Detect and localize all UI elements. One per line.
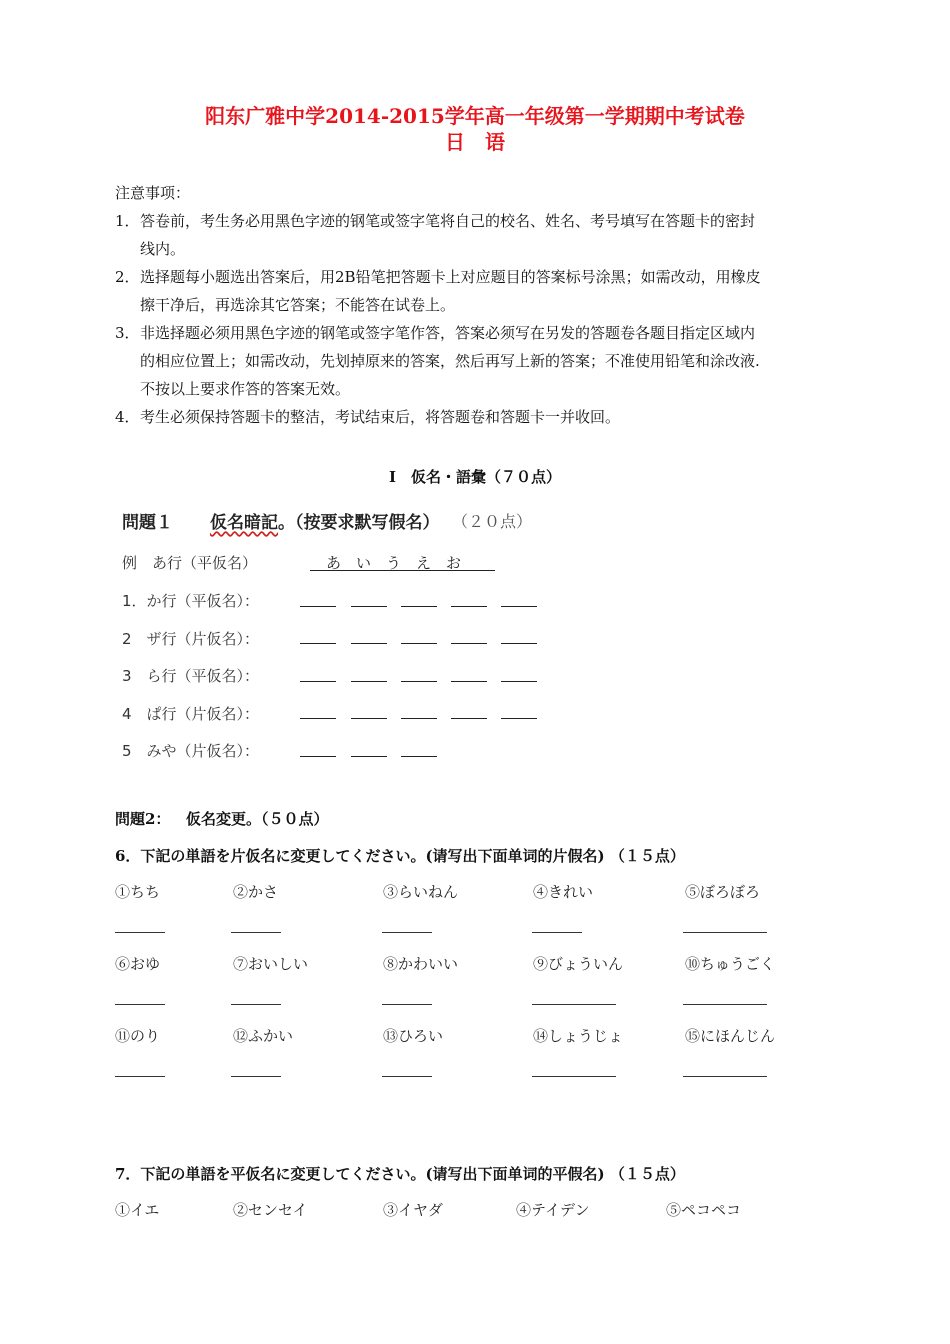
word-item: ⑤ぼろぼろ xyxy=(685,883,761,901)
word-item: ⑪のり xyxy=(115,1027,161,1045)
q6-instruction: 6．下記の単語を片仮名に変更してください。(请写出下面单词的片假名) （１５点） xyxy=(115,847,685,865)
answer-blank[interactable] xyxy=(300,643,336,644)
exam-title: 阳东广雅中学2014-2015学年高一年级第一学期期中考试卷 xyxy=(205,104,745,128)
answer-blank[interactable] xyxy=(351,643,387,644)
answer-blank[interactable] xyxy=(300,756,336,757)
answer-line[interactable] xyxy=(382,1076,432,1077)
answer-blank[interactable] xyxy=(300,681,336,682)
answer-blank[interactable] xyxy=(401,756,437,757)
q1-row-label: 2 ザ行（片仮名）： xyxy=(122,630,260,648)
word-item: ⑨びょういん xyxy=(533,955,624,973)
section-heading: Ⅰ 仮名・語彙（７０点） xyxy=(388,468,562,486)
answer-blank[interactable] xyxy=(501,681,537,682)
notice-item-text: 线内。 xyxy=(140,240,186,258)
notice-item-number: 3． xyxy=(115,324,140,342)
answer-blank[interactable] xyxy=(351,606,387,607)
answer-line[interactable] xyxy=(382,1004,432,1005)
q1-row-label: 1．か行（平仮名）： xyxy=(122,592,260,610)
answer-line[interactable] xyxy=(683,1004,767,1005)
example-underline xyxy=(310,570,495,571)
q2-title: 仮名変更。（５０点） xyxy=(186,810,329,828)
notice-item-text: 选择题每小题选出答案后，用2B铅笔把答题卡上对应题目的答案标号涂黑；如需改动，用橡皮 xyxy=(140,268,761,286)
answer-blank[interactable] xyxy=(451,718,487,719)
q1-title-main: 仮名暗記 xyxy=(210,513,278,533)
answer-line[interactable] xyxy=(115,932,165,933)
word-item: ⑫ふかい xyxy=(233,1027,294,1045)
answer-blank[interactable] xyxy=(501,718,537,719)
notice-item-number: 4． xyxy=(115,408,140,426)
word-item: ⑬ひろい xyxy=(383,1027,444,1045)
answer-blank[interactable] xyxy=(451,681,487,682)
notice-item-text: 答卷前，考生务必用黑色字迹的钢笔或签字笔将自己的校名、姓名、考号填写在答题卡的密封 xyxy=(140,212,756,230)
answer-blank[interactable] xyxy=(300,718,336,719)
word-item: ⑩ちゅうごく xyxy=(685,955,776,973)
answer-blank[interactable] xyxy=(501,606,537,607)
q1-row-label: 3 ら行（平仮名）： xyxy=(122,667,260,685)
answer-blank[interactable] xyxy=(351,681,387,682)
answer-line[interactable] xyxy=(231,932,281,933)
q2-label: 問題2： xyxy=(115,810,171,828)
notice-item-number: 1． xyxy=(115,212,140,230)
word-item: ⑤ペコペコ xyxy=(666,1201,742,1219)
word-item: ③イヤダ xyxy=(383,1201,443,1219)
example-label: 例 あ行（平仮名） xyxy=(122,554,258,572)
answer-line[interactable] xyxy=(382,932,432,933)
word-item: ⑮にほんじん xyxy=(685,1027,776,1045)
word-item: ②かさ xyxy=(233,883,279,901)
q1-points: （２０点） xyxy=(452,512,533,531)
example-answer: あ い う え お xyxy=(326,554,462,572)
notice-item-text: 非选择题必须用黑色字迹的钢笔或签字笔作答，答案必须写在另发的答题卷各题目指定区域内 xyxy=(140,324,756,342)
word-item: ④きれい xyxy=(533,883,594,901)
word-item: ⑧かわいい xyxy=(383,955,459,973)
q1-title-rest: 。（按要求默写假名） xyxy=(278,513,440,533)
word-item: ⑭しょうじょ xyxy=(533,1027,624,1045)
word-item: ④テイデン xyxy=(516,1201,590,1219)
answer-blank[interactable] xyxy=(451,606,487,607)
answer-line[interactable] xyxy=(532,932,582,933)
word-item: ①イエ xyxy=(115,1201,160,1219)
q7-instruction: 7．下記の単語を平仮名に変更してください。(请写出下面单词的平假名) （１５点） xyxy=(115,1165,685,1183)
answer-blank[interactable] xyxy=(401,643,437,644)
notice-item-text: 考生必须保持答题卡的整洁，考试结束后，将答题卷和答题卡一并收回。 xyxy=(140,408,621,426)
word-item: ②センセイ xyxy=(233,1201,308,1219)
answer-line[interactable] xyxy=(532,1004,616,1005)
answer-blank[interactable] xyxy=(401,681,437,682)
notice-heading: 注意事项： xyxy=(115,184,191,202)
q1-row-label: 4 ぱ行（片仮名）： xyxy=(122,705,260,723)
notice-item-text: 擦干净后，再选涂其它答案；不能答在试卷上。 xyxy=(140,296,456,314)
subject-title: 日 语 xyxy=(445,130,505,154)
answer-blank[interactable] xyxy=(351,756,387,757)
answer-blank[interactable] xyxy=(401,718,437,719)
notice-item-text: 不按以上要求作答的答案无效。 xyxy=(140,380,351,398)
answer-blank[interactable] xyxy=(451,643,487,644)
answer-blank[interactable] xyxy=(501,643,537,644)
answer-line[interactable] xyxy=(683,932,767,933)
notice-item-number: 2． xyxy=(115,268,140,286)
word-item: ①ちち xyxy=(115,883,161,901)
q1-label: 問題１ xyxy=(122,513,173,533)
word-item: ⑦おいしい xyxy=(233,955,309,973)
answer-line[interactable] xyxy=(683,1076,767,1077)
word-item: ③らいねん xyxy=(383,883,459,901)
answer-line[interactable] xyxy=(231,1076,281,1077)
answer-blank[interactable] xyxy=(351,718,387,719)
word-item: ⑥おゆ xyxy=(115,955,161,973)
answer-line[interactable] xyxy=(115,1004,165,1005)
notice-item-text: 的相应位置上；如需改动，先划掉原来的答案，然后再写上新的答案；不准使用铅笔和涂改液. xyxy=(140,352,760,370)
answer-blank[interactable] xyxy=(401,606,437,607)
answer-line[interactable] xyxy=(115,1076,165,1077)
q1-title xyxy=(210,508,440,533)
answer-line[interactable] xyxy=(532,1076,616,1077)
q1-row-label: 5 みや（片仮名）： xyxy=(122,742,260,760)
answer-line[interactable] xyxy=(231,1004,281,1005)
answer-blank[interactable] xyxy=(300,606,336,607)
